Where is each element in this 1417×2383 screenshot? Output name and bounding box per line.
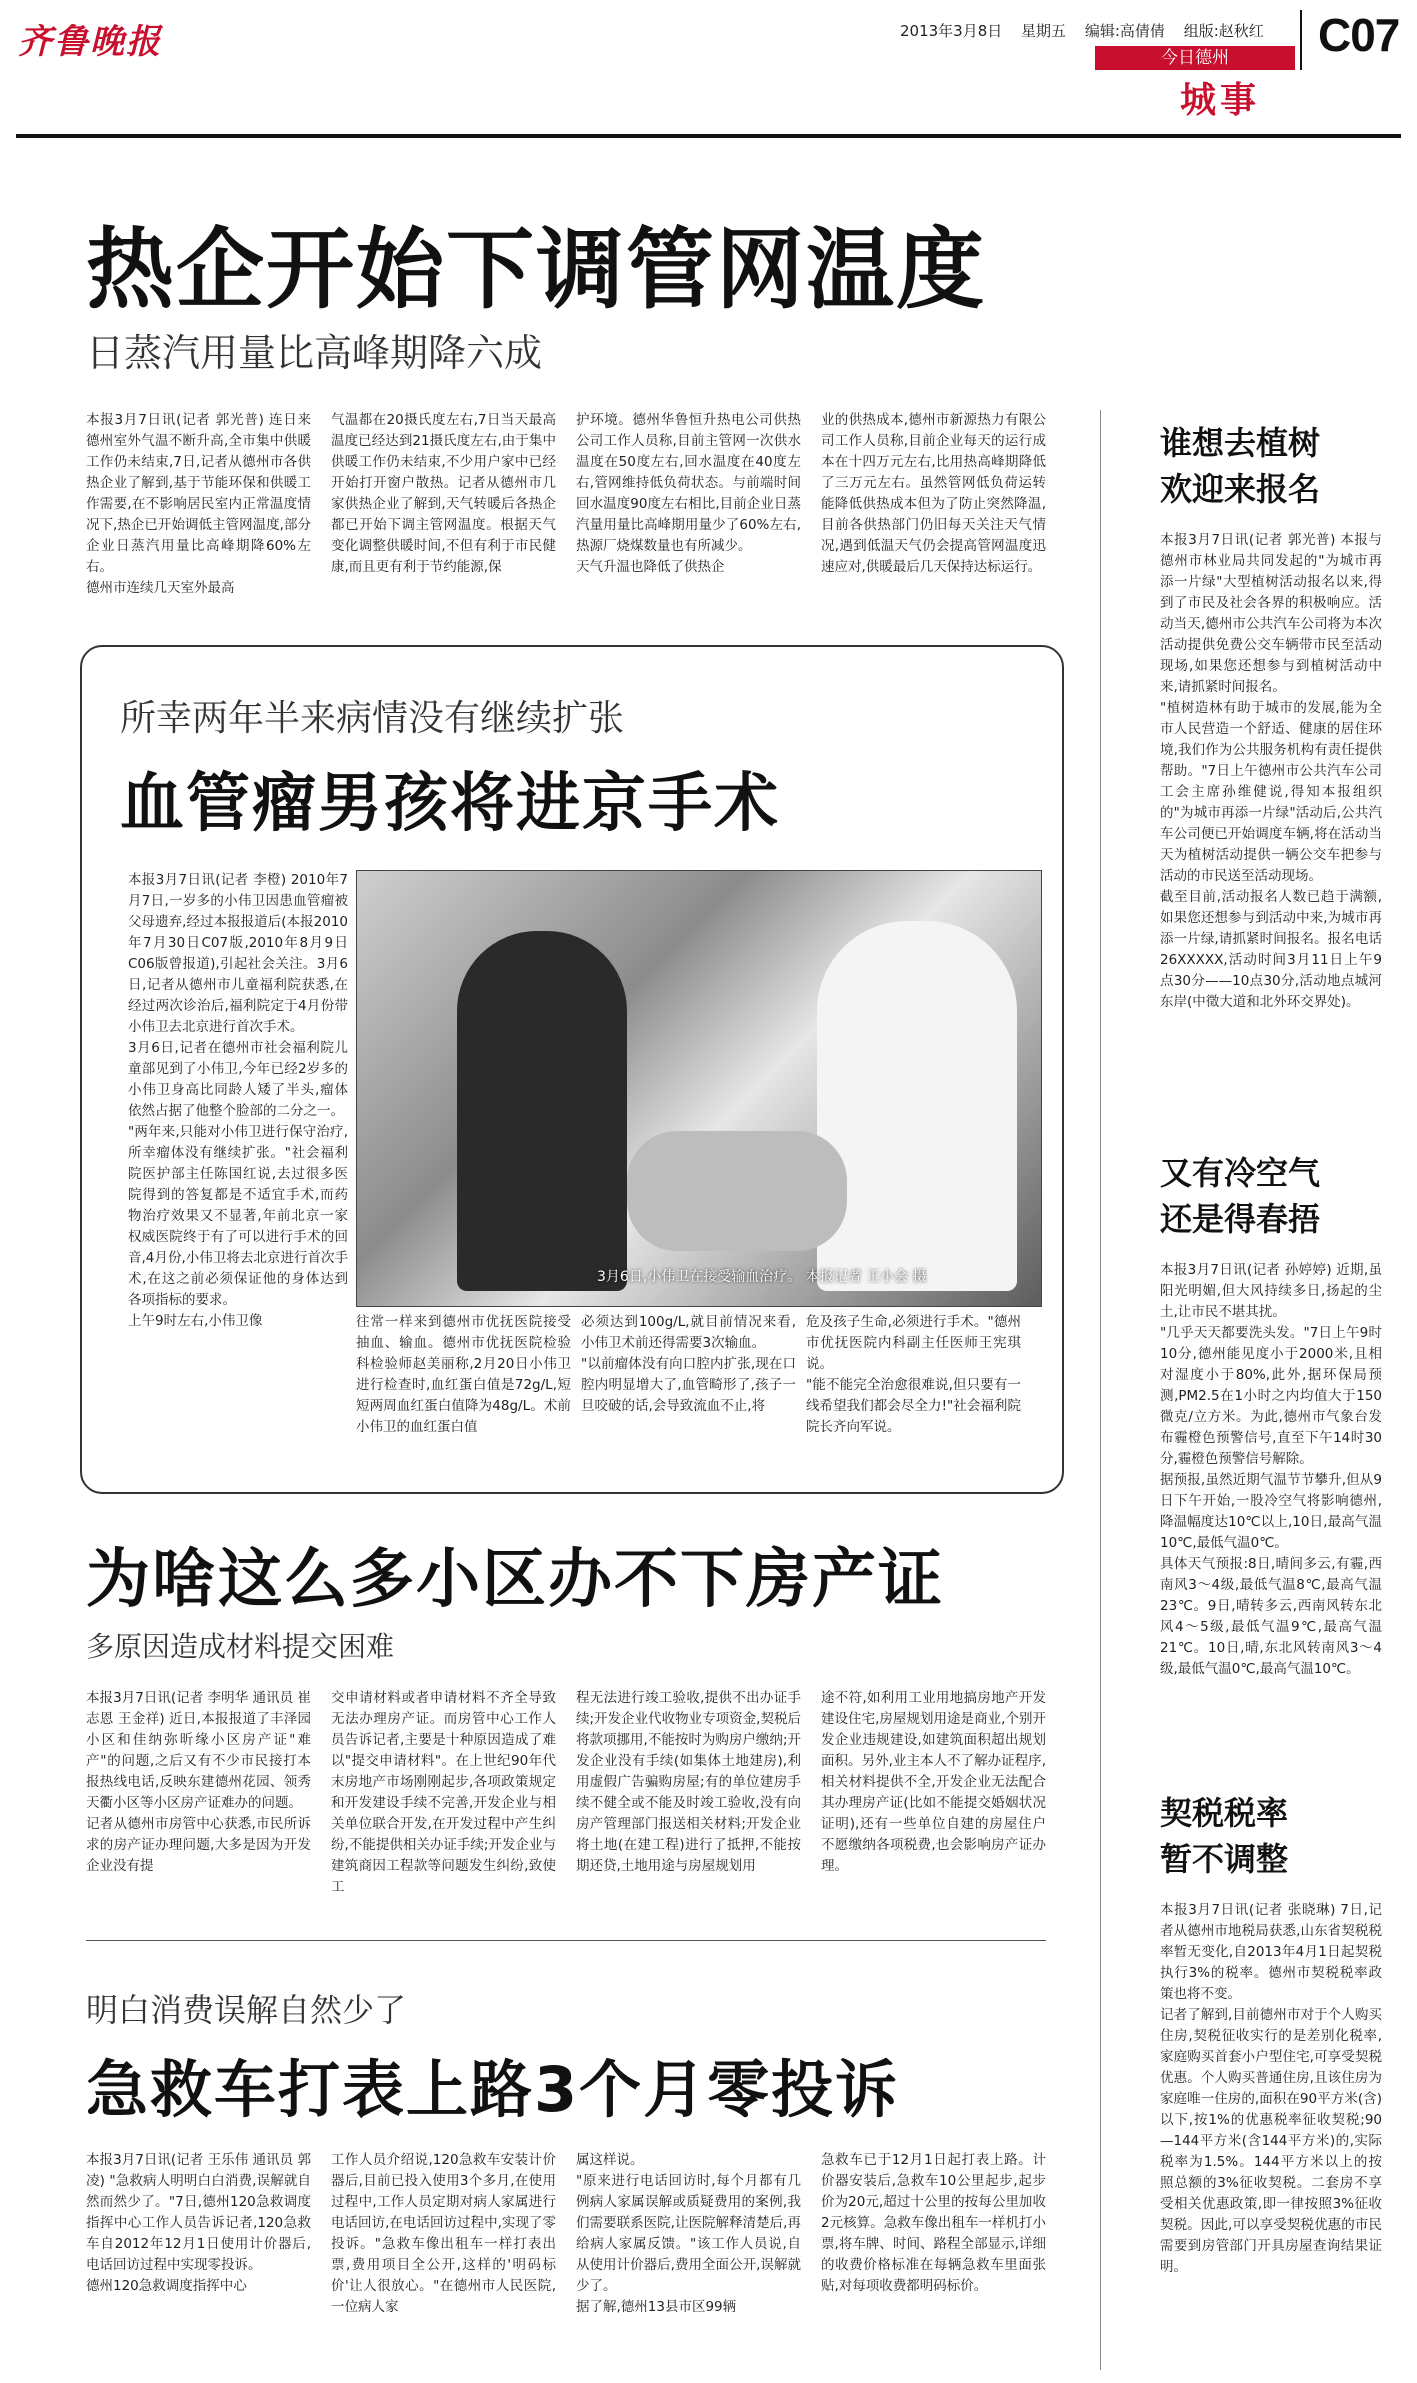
section-name: 城事 [1180, 80, 1261, 121]
story4-headline: 急救车打表上路3个月零投诉 [86, 2053, 900, 2126]
story3-headline: 为啥这么多小区办不下房产证 [86, 1543, 944, 1617]
main-subhead: 日蒸汽用量比高峰期降六成 [86, 331, 543, 375]
photo-caption: 3月6日,小伟卫在接受输血治疗。 本报记者 王小会 摄 [597, 1269, 927, 1285]
page-no-divider [1300, 10, 1302, 70]
story4-kicker: 明白消费误解自然少了 [86, 1991, 407, 2029]
main-column-2: 气温都在20摄氏度左右,7日当天最高温度已经达到21摄氏度左右,由于集中供暖工作仍未结束,不少用户家中已经开始打开窗户散热。记者从德州市几家供热企业了解到,天气转暖后各热企都已开始下调主管网温度。根据天气变化调整供暖时间,不但有利于市民健康,而且更有利于节约能源,保 [331, 412, 556, 575]
sidebar-item-3-title: 契税税率 暂不调整 [1160, 1794, 1289, 1878]
box-column-3: 必须达到100g/L,就目前情况来看,小伟卫术前还得需要3次输血。 "以前瘤体没有向口腔内扩张,现在口腔内明显增大了,血管畸形了,孩子一旦咬破的话,会导致流血不止,将 [581, 1314, 796, 1414]
story4-column-2: 工作人员介绍说,120急救车安装计价器后,目前已投入使用3个多月,在使用过程中,工作人员定期对病人家属进行电话回访,在电话回访过程中,实现了零投诉。"急救车像出租车一样打表出票,费用项目全公开,这样的'明码标价'让人很放心。"在德州市人民医院,一位病人家 [331, 2152, 556, 2315]
story3-column-4: 途不符,如利用工业用地搞房地产开发建设住宅,房屋规划用途是商业,个别开发企业违规建设,如建筑面积超出规划面积。另外,业主本人不了解办证程序,相关材料提供不全,开发企业无法配合其办理房产证(比如不能提交婚姻状况证明),还有一些单位自建的房屋住户不愿缴纳各项税费,也会影响房产证办理。 [821, 1690, 1046, 1874]
main-column-3: 护环境。德州华鲁恒升热电公司供热公司工作人员称,目前主管网一次供水温度在50度左右,回水温度在40度左右,管网维持低负荷状态。与前端时间回水温度90度左右相比,目前企业日蒸汽量用量比高峰期用量少了60%左右,热源厂烧煤数量也有所减少。 天气升温也降低了供热企 [576, 412, 801, 575]
box-headline: 血管瘤男孩将进京手术 [120, 767, 780, 841]
main-column-4: 业的供热成本,德州市新源热力有限公司工作人员称,目前企业每天的运行成本在十四万元左右,比用热高峰期降低了三万元左右。虽然管网低负荷运转能降低供热成本但为了防止突然降温,目前各供热部门仍旧每天关注天气情况,遇到低温天气仍会提高管网温度迅速应对,供暖最后几天保持达标运行。 [821, 412, 1046, 575]
story4-column-3: 属这样说。 "原来进行电话回访时,每个月都有几例病人家属误解或质疑费用的案例,我们需要联系医院,让医院解释清楚后,再给病人家属反馈。"该工作人员说,自从使用计价器后,费用全面公开,误解就少了。 据了解,德州13县市区99辆 [576, 2152, 801, 2315]
section-bar: 今日德州 [1095, 46, 1295, 70]
box-left-column: 本报3月7日讯(记者 李橙) 2010年7月7日,一岁多的小伟卫因患血管瘤被父母遗弃,经过本报报道后(本报2010年7月30日C07版,2010年8月9日C06版曾报道),引起社会关注。3月6日,记者从德州市儿童福利院获悉,在经过两次诊治后,福利院定于4月份带小伟卫去北京进行首次手术。 3月6日,记者在德州市社会福利院儿童部见到了小伟卫,今年已经2岁多的小伟卫身高比同龄人矮了半头,瘤体依然占据了他整个脸部的二分之一。 "两年来,只能对小伟卫进行保守治疗,所幸瘤体没有继续扩张。"社会福利院医护部主任陈国红说,去过很多医院得到的答复都是不适宜手术,而药物治疗效果又不显著,年前北京一家权威医院终于有了可以进行手术的回音,4月份,小伟卫将去北京进行首次手术,在这之前必须保证他的身体达到各项指标的要求。 上午9时左右,小伟卫像 [128, 872, 348, 1329]
story3-column-2: 交申请材料或者申请材料不齐全导致无法办理房产证。而房管中心工作人员告诉记者,主要是十种原因造成了难以"提交申请材料"。在上世纪90年代末房地产市场刚刚起步,各项政策规定和开发建设手续不完善,开发企业与相关单位联合开发,在开发过程中产生纠纷,不能提供相关办证手续;开发企业与建筑商因工程款等问题发生纠纷,致使工 [331, 1690, 556, 1895]
main-headline: 热企开始下调管网温度 [86, 218, 987, 321]
sidebar-item-1-title: 谁想去植树 欢迎来报名 [1160, 424, 1321, 508]
issue-meta [900, 20, 1278, 41]
sidebar-item-3-body: 本报3月7日讯(记者 张晓琳) 7日,记者从德州市地税局获悉,山东省契税税率暂无变化,自2013年4月1日起契税执行3%的税率。德州市契税税率政策也将不变。 记者了解到,目前德州市对于个人购买住房,契税征收实行的是差别化税率,家庭购买首套小户型住宅,可享受契税优惠。个人购买普通住房,且该住房为家庭唯一住房的,面积在90平方米(含)以下,按1%的优惠税率征收契税;90—144平方米(含144平方米)的,实际税率为1.5%。144平方米以上的按照总额的3%征收契税。二套房不享受相关优惠政策,即一律按照3%征收契税。因此,可以享受契税优惠的市民需要到房管部门开具房屋查询结果证明。 [1160, 1902, 1382, 2275]
photo-figure-child [627, 1131, 847, 1251]
photo-figure-woman [457, 931, 627, 1291]
newspaper-logo: 齐鲁晚报 [18, 22, 162, 62]
news-photo [356, 870, 1042, 1307]
box-column-4: 危及孩子生命,必须进行手术。"德州市优抚医院内科副主任医师王宪琪说。 "能不能完全治愈很难说,但只要有一线希望我们都会尽全力!"社会福利院院长齐向军说。 [806, 1314, 1021, 1435]
box-kicker: 所幸两年半来病情没有继续扩张 [120, 698, 625, 739]
story4-column-1: 本报3月7日讯(记者 王乐伟 通讯员 郭凌) "急救病人明明白白消费,误解就自然而然少了。"7日,德州120急救调度指挥中心工作人员告诉记者,120急救车自2012年12月1日使用计价器后,电话回访过程中实现零投诉。 德州120急救调度指挥中心 [86, 2152, 311, 2294]
masthead-rule [16, 134, 1401, 138]
story3-column-3: 程无法进行竣工验收,提供不出办证手续;开发企业代收物业专项资金,契税后将款项挪用,不能按时为购房户缴纳;开发企业没有手续(如集体土地建房),利用虚假广告骗购房屋;有的单位建房手续不健全或不能及时竣工验收,没有向房产管理部门报送相关材料;开发企业将土地(在建工程)进行了抵押,不能按期还贷,土地用途与房屋规划用 [576, 1690, 801, 1874]
story3-column-1: 本报3月7日讯(记者 李明华 通讯员 崔志恩 王金祥) 近日,本报报道了丰泽园小区和佳纳弥昕缘小区房产证"难产"的问题,之后又有不少市民接打本报热线电话,反映东建德州花园、领秀天衢小区等小区房产证难办的问题。 记者从德州市房管中心获悉,市民所诉求的房产证办理问题,大多是因为开发企业没有提 [86, 1690, 311, 1874]
story-divider [86, 1940, 1046, 1941]
sidebar-item-1-body: 本报3月7日讯(记者 郭光普) 本报与德州市林业局共同发起的"为城市再添一片绿"大型植树活动报名以来,得到了市民及社会各界的积极响应。活动当天,德州市公共汽车公司将为本次活动提供免费公交车辆带市民至活动现场,如果您还想参与到植树活动中来,请抓紧时间报名。 "植树造林有助于城市的发展,能为全市人民营造一个舒适、健康的居住环境,我们作为公共服务机构有责任提供帮助。"7日上午德州市公共汽车公司工会主席孙维健说,得知本报组织的"为城市再添一片绿"活动后,公共汽车公司便已开始调度车辆,将在活动当天为植树活动提供一辆公交车把参与活动的市民送至活动现场。 截至目前,活动报名人数已趋于满额,如果您还想参与到活动中来,为城市再添一片绿,请抓紧时间报名。报名电话26XXXXX,活动时间3月11日上午9点30分——10点30分,活动地点城河东岸(中徵大道和北外环交界处)。 [1160, 532, 1382, 1010]
box-column-2: 往常一样来到德州市优抚医院接受抽血、输血。德州市优抚医院检验科检验师赵美丽称,2月20日小伟卫进行检查时,血红蛋白值是72g/L,短短两周血红蛋白值降为48g/L。术前小伟卫的血红蛋白值 [356, 1314, 571, 1435]
editor-credit: 编辑:高倩倩 [1084, 22, 1165, 40]
photo-figure-nurse [817, 921, 1017, 1291]
issue-weekday: 星期五 [1021, 22, 1067, 40]
sidebar-item-2-title: 又有冷空气 还是得春捂 [1160, 1154, 1321, 1238]
page-number: C07 [1318, 9, 1400, 61]
designer-credit: 组版:赵秋红 [1183, 22, 1264, 40]
sidebar-item-2-body: 本报3月7日讯(记者 孙婷婷) 近期,虽阳光明媚,但大风持续多日,扬起的尘土,让市民不堪其扰。 "几乎天天都要洗头发。"7日上午9时10分,德州能见度小于2000米,且相对湿度小于80%,此外,据环保局预测,PM2.5在1小时之内均值大于150微克/立方米。为此,德州市气象台发布霾橙色预警信号,直至下午14时30分,霾橙色预警信号解除。 据预报,虽然近期气温节节攀升,但从9日下午开始,一股冷空气将影响德州,降温幅度达10℃以上,10日,最高气温10℃,最低气温0℃。 具体天气预报:8日,晴间多云,有霾,西南风3～4级,最低气温8℃,最高气温23℃。9日,晴转多云,西南风转东北风4～5级,最低气温9℃,最高气温21℃。10日,晴,东北风转南风3～4级,最低气温0℃,最高气温10℃。 [1160, 1262, 1382, 1677]
main-column-1: 本报3月7日讯(记者 郭光普) 连日来德州室外气温不断升高,全市集中供暖工作仍未结束,7日,记者从德州市各供热企业了解到,基于节能环保和供暖工作需要,在不影响居民室内正常温度情况下,热企已开始调低主管网温度,部分企业日蒸汽用量比高峰期降60%左右。 德州市连续几天室外最高 [86, 412, 311, 596]
sidebar-divider [1100, 410, 1101, 2370]
issue-date: 2013年3月8日 [900, 22, 1003, 40]
story4-column-4: 急救车已于12月1日起打表上路。计价器安装后,急救车10公里起步,起步价为20元,超过十公里的按每公里加收2元核算。急救车像出租车一样机打小票,将车牌、时间、路程全部显示,详细的收费价格标准在每辆急救车里面张贴,对每项收费都明码标价。 [821, 2152, 1046, 2294]
story3-subhead: 多原因造成材料提交困难 [86, 1630, 395, 1663]
